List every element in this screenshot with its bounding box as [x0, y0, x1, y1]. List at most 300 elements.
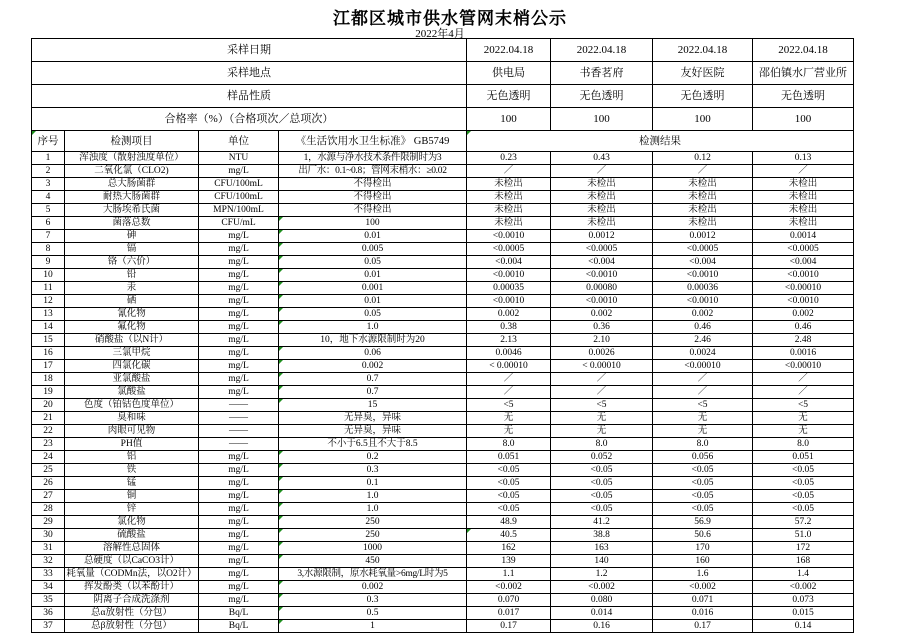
result-cell: 1.4	[753, 568, 854, 581]
item-cell: 耐热大肠菌群	[65, 191, 199, 204]
item-cell: 锰	[65, 477, 199, 490]
result-cell: <5	[653, 399, 753, 412]
unit-cell: mg/L	[199, 594, 279, 607]
item-cell: PH值	[65, 438, 199, 451]
item-cell: 总硬度（以CaCO3计）	[65, 555, 199, 568]
result-cell: ／	[653, 165, 753, 178]
result-cell: <0.0010	[551, 295, 653, 308]
item-cell: 亚氯酸盐	[65, 373, 199, 386]
item-cell: 浑浊度（散射浊度单位）	[65, 152, 199, 165]
limit-cell: 0.3	[279, 594, 467, 607]
unit-cell: mg/L	[199, 503, 279, 516]
result-cell: 2.10	[551, 334, 653, 347]
unit-cell: CFU/100mL	[199, 191, 279, 204]
limit-cell: 不得检出	[279, 191, 467, 204]
result-cell: <0.0010	[653, 269, 753, 282]
header-row-value: 100	[753, 108, 854, 131]
unit-cell: mg/L	[199, 230, 279, 243]
result-cell: 0.36	[551, 321, 653, 334]
table-row	[32, 555, 854, 568]
unit-cell: mg/L	[199, 334, 279, 347]
result-cell: 48.9	[467, 516, 551, 529]
result-cell: 8.0	[653, 438, 753, 451]
item-cell: 总β放射性（分包）	[65, 620, 199, 633]
result-cell: 140	[551, 555, 653, 568]
unit-cell: mg/L	[199, 490, 279, 503]
result-cell: 未检出	[753, 217, 854, 230]
result-cell: 0.00035	[467, 282, 551, 295]
result-cell: ／	[753, 165, 854, 178]
result-cell: 0.38	[467, 321, 551, 334]
table-row	[32, 490, 854, 503]
result-cell: <0.05	[551, 503, 653, 516]
item-cell: 硫酸盐	[65, 529, 199, 542]
limit-cell: 0.7	[279, 386, 467, 399]
limit-cell: 1000	[279, 542, 467, 555]
result-cell: <5	[551, 399, 653, 412]
table-row	[32, 256, 854, 269]
limit-cell: 0.2	[279, 451, 467, 464]
item-cell: 大肠埃希氏菌	[65, 204, 199, 217]
header-row-value: 100	[467, 108, 551, 131]
header-row	[32, 85, 854, 108]
header-row-value: 无色透明	[551, 85, 653, 108]
result-cell: 40.5	[467, 529, 551, 542]
result-cell: <0.0010	[653, 295, 753, 308]
unit-cell: mg/L	[199, 386, 279, 399]
table-row	[32, 269, 854, 282]
unit-cell: mg/L	[199, 477, 279, 490]
unit-cell: mg/L	[199, 568, 279, 581]
report-table-body	[32, 39, 854, 633]
seq-cell: 27	[32, 490, 65, 503]
seq-cell: 35	[32, 594, 65, 607]
result-cell: 未检出	[551, 178, 653, 191]
table-row	[32, 568, 854, 581]
header-row-value: 2022.04.18	[551, 39, 653, 62]
result-cell: 未检出	[467, 191, 551, 204]
limit-cell: 无异臭，异味	[279, 425, 467, 438]
result-cell: <0.05	[551, 477, 653, 490]
unit-cell: mg/L	[199, 360, 279, 373]
unit-cell: mg/L	[199, 256, 279, 269]
result-cell: 168	[753, 555, 854, 568]
limit-cell: 出厂水：0.1~0.8；管网末梢水：≥0.02	[279, 165, 467, 178]
result-cell: 0.071	[653, 594, 753, 607]
item-cell: 总α放射性（分包）	[65, 607, 199, 620]
result-cell: 0.16	[551, 620, 653, 633]
result-cell: 51.0	[753, 529, 854, 542]
unit-cell: mg/L	[199, 295, 279, 308]
table-row	[32, 295, 854, 308]
result-cell: 0.17	[653, 620, 753, 633]
table-row	[32, 152, 854, 165]
result-cell: 0.0012	[551, 230, 653, 243]
result-cell: 未检出	[653, 191, 753, 204]
table-row	[32, 412, 854, 425]
table-row	[32, 243, 854, 256]
result-cell: 未检出	[653, 178, 753, 191]
result-cell: 0.052	[551, 451, 653, 464]
col-header-item: 检测项目	[65, 131, 199, 152]
result-cell: 无	[753, 412, 854, 425]
limit-cell: 0.001	[279, 282, 467, 295]
result-cell: <0.002	[653, 581, 753, 594]
result-cell: < 0.00010	[551, 360, 653, 373]
result-cell: <0.002	[551, 581, 653, 594]
col-header-standard: 《生活饮用水卫生标准》 GB5749	[279, 131, 467, 152]
item-cell: 铬（六价）	[65, 256, 199, 269]
result-cell: 0.002	[653, 308, 753, 321]
table-row	[32, 217, 854, 230]
seq-cell: 29	[32, 516, 65, 529]
header-row-value: 邵伯镇水厂营业所	[753, 62, 854, 85]
result-cell: 无	[551, 412, 653, 425]
limit-cell: 不得检出	[279, 178, 467, 191]
seq-cell: 28	[32, 503, 65, 516]
result-cell: ／	[653, 373, 753, 386]
result-cell: 0.17	[467, 620, 551, 633]
table-row	[32, 178, 854, 191]
table-row	[32, 607, 854, 620]
limit-cell: 0.01	[279, 295, 467, 308]
item-cell: 挥发酚类（以苯酚计）	[65, 581, 199, 594]
header-row-label: 样品性质	[32, 85, 467, 108]
result-cell: <0.05	[551, 490, 653, 503]
header-row-label: 采样日期	[32, 39, 467, 62]
limit-cell: 15	[279, 399, 467, 412]
limit-cell: 1.0	[279, 503, 467, 516]
result-cell: 0.00080	[551, 282, 653, 295]
result-cell: ／	[551, 165, 653, 178]
table-row	[32, 425, 854, 438]
seq-cell: 19	[32, 386, 65, 399]
result-cell: 未检出	[467, 204, 551, 217]
unit-cell: ——	[199, 399, 279, 412]
col-header-results: 检测结果	[467, 131, 854, 152]
table-row	[32, 477, 854, 490]
result-cell: 0.0024	[653, 347, 753, 360]
result-cell: <0.05	[467, 503, 551, 516]
result-cell: <0.0005	[551, 243, 653, 256]
result-cell: 0.051	[753, 451, 854, 464]
seq-cell: 15	[32, 334, 65, 347]
result-cell: <0.05	[753, 490, 854, 503]
seq-cell: 16	[32, 347, 65, 360]
unit-cell: mg/L	[199, 165, 279, 178]
unit-cell: mg/L	[199, 529, 279, 542]
item-cell: 阴离子合成洗涤剂	[65, 594, 199, 607]
seq-cell: 23	[32, 438, 65, 451]
unit-cell: mg/L	[199, 347, 279, 360]
table-row	[32, 334, 854, 347]
result-cell: 0.002	[753, 308, 854, 321]
seq-cell: 20	[32, 399, 65, 412]
unit-cell: NTU	[199, 152, 279, 165]
unit-cell: MPN/100mL	[199, 204, 279, 217]
unit-cell: mg/L	[199, 373, 279, 386]
result-cell: ／	[551, 373, 653, 386]
result-cell: <0.05	[551, 464, 653, 477]
table-row	[32, 321, 854, 334]
unit-cell: CFU/100mL	[199, 178, 279, 191]
unit-cell: ——	[199, 438, 279, 451]
header-row-value: 无色透明	[753, 85, 854, 108]
result-cell: 8.0	[551, 438, 653, 451]
item-cell: 铝	[65, 451, 199, 464]
table-row	[32, 464, 854, 477]
result-cell: 162	[467, 542, 551, 555]
table-row	[32, 451, 854, 464]
unit-cell: ——	[199, 412, 279, 425]
result-cell: <0.05	[753, 477, 854, 490]
seq-cell: 12	[32, 295, 65, 308]
result-cell: 170	[653, 542, 753, 555]
result-cell: ／	[551, 386, 653, 399]
header-row-label: 合格率（%）（合格项次／总项次）	[32, 108, 467, 131]
result-cell: 0.13	[753, 152, 854, 165]
result-cell: 未检出	[551, 217, 653, 230]
seq-cell: 14	[32, 321, 65, 334]
result-cell: 56.9	[653, 516, 753, 529]
result-cell: 0.070	[467, 594, 551, 607]
seq-cell: 7	[32, 230, 65, 243]
result-cell: 0.43	[551, 152, 653, 165]
seq-cell: 4	[32, 191, 65, 204]
result-cell: 1.6	[653, 568, 753, 581]
limit-cell: 0.002	[279, 360, 467, 373]
result-cell: 0.0026	[551, 347, 653, 360]
item-cell: 汞	[65, 282, 199, 295]
result-cell: 0.0012	[653, 230, 753, 243]
header-row	[32, 62, 854, 85]
result-cell: 0.46	[753, 321, 854, 334]
table-row	[32, 581, 854, 594]
result-cell: <0.00010	[753, 360, 854, 373]
header-row-label: 采样地点	[32, 62, 467, 85]
limit-cell: 250	[279, 529, 467, 542]
table-row	[32, 386, 854, 399]
result-cell: 无	[551, 425, 653, 438]
table-row	[32, 230, 854, 243]
seq-cell: 21	[32, 412, 65, 425]
table-row	[32, 347, 854, 360]
result-cell: 0.056	[653, 451, 753, 464]
limit-cell: 0.3	[279, 464, 467, 477]
header-row-value: 友好医院	[653, 62, 753, 85]
unit-cell: mg/L	[199, 464, 279, 477]
result-cell: <0.0005	[653, 243, 753, 256]
item-cell: 二氧化氯（CLO2)	[65, 165, 199, 178]
result-cell: <0.05	[653, 490, 753, 503]
limit-cell: 无异臭，异味	[279, 412, 467, 425]
page-title: 江都区城市供水管网末梢公示	[333, 9, 567, 28]
item-cell: 色度（铂钴色度单位）	[65, 399, 199, 412]
unit-cell: mg/L	[199, 516, 279, 529]
result-cell: 0.080	[551, 594, 653, 607]
result-cell: <0.05	[467, 477, 551, 490]
result-cell: <0.004	[753, 256, 854, 269]
result-cell: <0.004	[551, 256, 653, 269]
unit-cell: mg/L	[199, 555, 279, 568]
item-cell: 硒	[65, 295, 199, 308]
limit-cell: 3,水源限制，原水耗氧量>6mg/L时为5	[279, 568, 467, 581]
result-cell: <0.0005	[753, 243, 854, 256]
result-cell: 0.0014	[753, 230, 854, 243]
limit-cell: 250	[279, 516, 467, 529]
result-cell: 0.002	[551, 308, 653, 321]
header-row	[32, 108, 854, 131]
item-cell: 氯化物	[65, 516, 199, 529]
result-cell: ／	[467, 373, 551, 386]
result-cell: 0.00036	[653, 282, 753, 295]
col-header-seq: 序号	[32, 131, 65, 152]
table-row	[32, 282, 854, 295]
result-cell: ／	[653, 386, 753, 399]
result-cell: <0.00010	[753, 282, 854, 295]
limit-cell: 0.1	[279, 477, 467, 490]
result-cell: 未检出	[653, 217, 753, 230]
table-row	[32, 204, 854, 217]
result-cell: <0.002	[753, 581, 854, 594]
header-row-value: 书香茗府	[551, 62, 653, 85]
header-row	[32, 39, 854, 62]
result-cell: 0.46	[653, 321, 753, 334]
seq-cell: 1	[32, 152, 65, 165]
result-cell: <0.004	[467, 256, 551, 269]
result-cell: 0.073	[753, 594, 854, 607]
table-row	[32, 360, 854, 373]
result-cell: 未检出	[551, 204, 653, 217]
result-cell: 无	[653, 412, 753, 425]
result-cell: <0.05	[653, 464, 753, 477]
result-cell: 无	[753, 425, 854, 438]
header-row-value: 100	[653, 108, 753, 131]
header-row-value: 无色透明	[653, 85, 753, 108]
item-cell: 砷	[65, 230, 199, 243]
header-row-value: 2022.04.18	[467, 39, 551, 62]
result-cell: <0.004	[653, 256, 753, 269]
result-cell: <0.05	[753, 464, 854, 477]
result-cell: 38.8	[551, 529, 653, 542]
result-cell: 50.6	[653, 529, 753, 542]
item-cell: 氰化物	[65, 308, 199, 321]
item-cell: 铜	[65, 490, 199, 503]
limit-cell: 10，地下水源限制时为20	[279, 334, 467, 347]
seq-cell: 36	[32, 607, 65, 620]
result-cell: 未检出	[653, 204, 753, 217]
limit-cell: 0.5	[279, 607, 467, 620]
header-row-value: 2022.04.18	[653, 39, 753, 62]
result-cell: 8.0	[753, 438, 854, 451]
seq-cell: 8	[32, 243, 65, 256]
item-cell: 肉眼可见物	[65, 425, 199, 438]
result-cell: 0.002	[467, 308, 551, 321]
item-cell: 菌落总数	[65, 217, 199, 230]
result-cell: 无	[653, 425, 753, 438]
table-row	[32, 399, 854, 412]
result-cell: 2.48	[753, 334, 854, 347]
result-cell: 0.014	[551, 607, 653, 620]
table-row	[32, 438, 854, 451]
result-cell: <0.0010	[753, 269, 854, 282]
result-cell: ／	[753, 373, 854, 386]
result-cell: <0.002	[467, 581, 551, 594]
unit-cell: mg/L	[199, 321, 279, 334]
header-row-value: 2022.04.18	[753, 39, 854, 62]
result-cell: 0.016	[653, 607, 753, 620]
result-cell: <0.0005	[467, 243, 551, 256]
seq-cell: 24	[32, 451, 65, 464]
seq-cell: 34	[32, 581, 65, 594]
result-cell: ／	[753, 386, 854, 399]
limit-cell: 100	[279, 217, 467, 230]
seq-cell: 13	[32, 308, 65, 321]
seq-cell: 2	[32, 165, 65, 178]
table-row	[32, 542, 854, 555]
unit-cell: mg/L	[199, 581, 279, 594]
table-row	[32, 620, 854, 633]
table-row	[32, 594, 854, 607]
item-cell: 耗氧量（CODMn法，以O2计）	[66, 568, 197, 579]
result-cell: <0.0010	[753, 295, 854, 308]
item-cell: 氯酸盐	[65, 386, 199, 399]
result-cell: 160	[653, 555, 753, 568]
result-cell: 57.2	[753, 516, 854, 529]
item-cell: 锌	[65, 503, 199, 516]
seq-cell: 26	[32, 477, 65, 490]
result-cell: 0.051	[467, 451, 551, 464]
limit-cell: 0.05	[279, 256, 467, 269]
limit-cell: 0.002	[279, 581, 467, 594]
unit-cell: mg/L	[199, 269, 279, 282]
result-cell: 0.23	[467, 152, 551, 165]
result-cell: 无	[467, 412, 551, 425]
result-cell: <0.0010	[467, 269, 551, 282]
seq-cell: 25	[32, 464, 65, 477]
seq-cell: 30	[32, 529, 65, 542]
item-cell: 铁	[65, 464, 199, 477]
col-header-unit: 单位	[199, 131, 279, 152]
result-cell: 0.14	[753, 620, 854, 633]
result-cell: <5	[753, 399, 854, 412]
table-row	[32, 373, 854, 386]
result-cell: 2.13	[467, 334, 551, 347]
limit-cell: 不小于6.5且不大于8.5	[279, 438, 467, 451]
header-row-value: 100	[551, 108, 653, 131]
item-cell: 铅	[65, 269, 199, 282]
unit-cell: ——	[199, 425, 279, 438]
seq-cell: 6	[32, 217, 65, 230]
unit-cell: mg/L	[199, 451, 279, 464]
result-cell: 未检出	[467, 217, 551, 230]
seq-cell: 37	[32, 620, 65, 633]
result-cell: 0.12	[653, 152, 753, 165]
result-cell: 172	[753, 542, 854, 555]
unit-cell: Bq/L	[199, 607, 279, 620]
header-row-value: 供电局	[467, 62, 551, 85]
unit-cell: mg/L	[199, 282, 279, 295]
seq-cell: 3	[32, 178, 65, 191]
result-cell: 139	[467, 555, 551, 568]
result-cell: <5	[467, 399, 551, 412]
item-cell: 硝酸盐（以N计）	[65, 334, 199, 347]
result-cell: <0.0010	[467, 230, 551, 243]
item-cell: 三氯甲烷	[65, 347, 199, 360]
unit-cell: Bq/L	[199, 620, 279, 633]
result-cell: <0.05	[467, 490, 551, 503]
table-row	[32, 308, 854, 321]
